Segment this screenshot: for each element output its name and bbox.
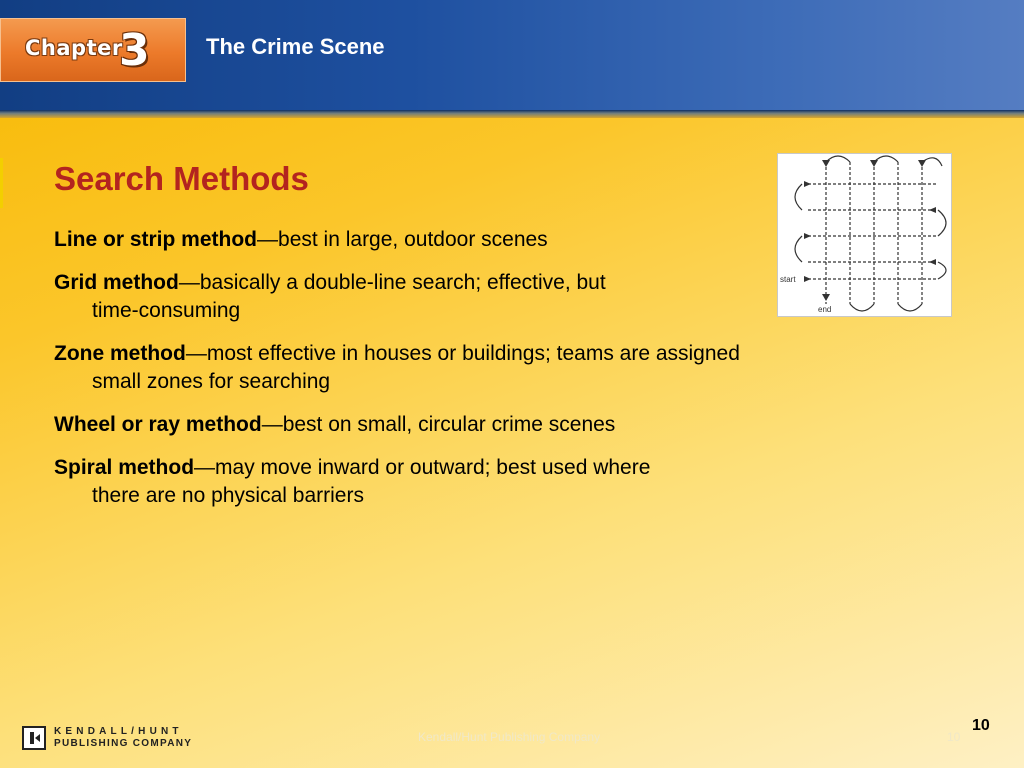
start-label: start [780, 275, 796, 284]
method-description-continued: small zones for searching [92, 370, 331, 393]
method-term: Wheel or ray method [54, 413, 262, 436]
logo-line-2: PUBLISHING COMPANY [54, 738, 193, 749]
slide-title: Search Methods [54, 160, 309, 197]
chapter-word: Chapter [25, 36, 123, 60]
method-description: —may move inward or outward; best used where [194, 456, 651, 479]
footer-company: Kendall/Hunt Publishing Company [418, 730, 601, 744]
chapter-number: 3 [119, 25, 150, 76]
method-description-continued: time-consuming [92, 299, 241, 322]
grid-search-diagram [777, 153, 952, 317]
method-term: Zone method [54, 342, 186, 365]
end-label: end [818, 305, 832, 314]
method-term: Spiral method [54, 456, 195, 479]
chapter-badge [0, 18, 186, 82]
method-description: —most effective in houses or buildings; teams are assigned [185, 342, 740, 365]
logo-line-1: KENDALL/HUNT [54, 726, 183, 737]
chapter-title: The Crime Scene [206, 34, 385, 59]
list-item [54, 340, 914, 396]
header-divider [0, 110, 1024, 118]
page-number: 10 [972, 717, 990, 734]
method-term: Line or strip method [54, 228, 258, 251]
kendall-hunt-logo-icon [22, 726, 46, 750]
publisher-logo [22, 724, 193, 752]
list-item [54, 454, 914, 510]
left-accent-bar [0, 158, 3, 208]
grid-search-illustration [778, 154, 951, 316]
method-description: —best on small, circular crime scenes [261, 413, 616, 436]
method-description: —best in large, outdoor scenes [257, 228, 548, 251]
method-term: Grid method [54, 271, 179, 294]
list-item [54, 411, 914, 439]
method-description: —basically a double-line search; effective, but [178, 271, 606, 294]
method-description-continued: there are no physical barriers [92, 484, 364, 507]
footer-page-faint: 10 [947, 730, 961, 744]
